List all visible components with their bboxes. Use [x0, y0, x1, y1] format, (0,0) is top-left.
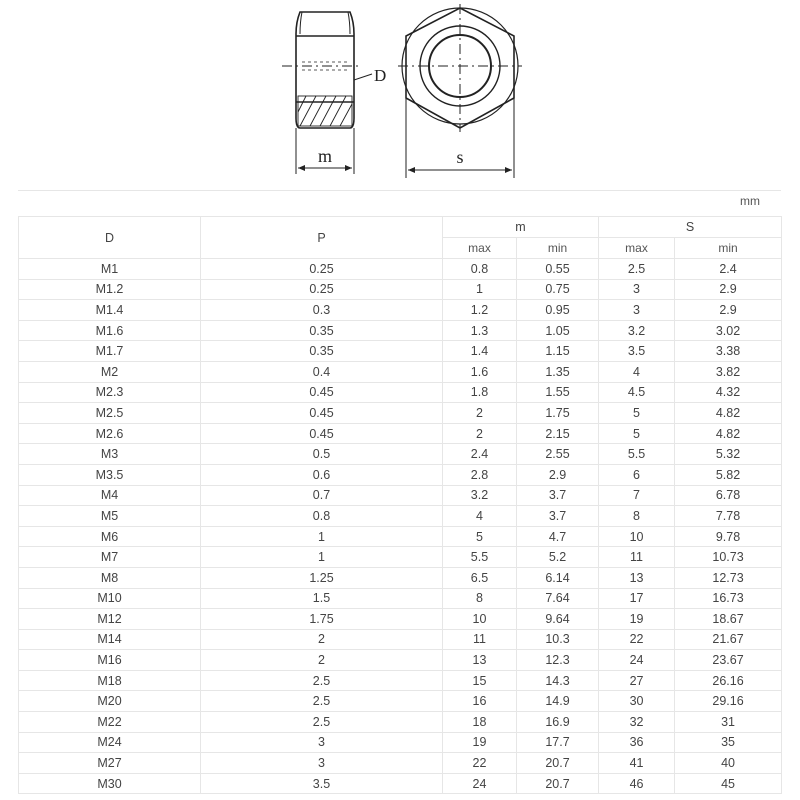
- cell-d: M3.5: [19, 464, 201, 485]
- cell-p: 0.25: [201, 279, 443, 300]
- cell-m-max: 13: [443, 650, 517, 671]
- table-row: [19, 650, 782, 671]
- cell-p: 0.45: [201, 423, 443, 444]
- cell-s-min: 18.67: [675, 609, 782, 630]
- cell-d: M16: [19, 650, 201, 671]
- cell-s-min: 9.78: [675, 526, 782, 547]
- cell-p: 0.7: [201, 485, 443, 506]
- cell-s-min: 35: [675, 732, 782, 753]
- cell-p: 2: [201, 650, 443, 671]
- cell-d: M1.6: [19, 320, 201, 341]
- cell-m-max: 0.8: [443, 259, 517, 280]
- header-s: S: [599, 217, 782, 238]
- cell-s-min: 5.82: [675, 464, 782, 485]
- cell-s-max: 3: [599, 279, 675, 300]
- cell-p: 0.5: [201, 444, 443, 465]
- cell-m-max: 1.6: [443, 361, 517, 382]
- cell-d: M22: [19, 712, 201, 733]
- cell-s-min: 10.73: [675, 547, 782, 568]
- cell-m-max: 6.5: [443, 567, 517, 588]
- cell-s-max: 22: [599, 629, 675, 650]
- cell-m-min: 14.3: [517, 670, 599, 691]
- cell-s-max: 19: [599, 609, 675, 630]
- cell-p: 1.5: [201, 588, 443, 609]
- cell-s-max: 10: [599, 526, 675, 547]
- cell-s-max: 24: [599, 650, 675, 671]
- cell-d: M2.3: [19, 382, 201, 403]
- cell-m-min: 20.7: [517, 753, 599, 774]
- table-row: [19, 567, 782, 588]
- cell-m-min: 1.55: [517, 382, 599, 403]
- cell-m-max: 5: [443, 526, 517, 547]
- cell-s-max: 11: [599, 547, 675, 568]
- cell-d: M27: [19, 753, 201, 774]
- header-m: m: [443, 217, 599, 238]
- cell-p: 0.8: [201, 506, 443, 527]
- cell-s-max: 4: [599, 361, 675, 382]
- cell-s-max: 7: [599, 485, 675, 506]
- cell-p: 1: [201, 526, 443, 547]
- table-row: [19, 526, 782, 547]
- cell-p: 0.4: [201, 361, 443, 382]
- header-p: P: [201, 217, 443, 259]
- cell-s-min: 31: [675, 712, 782, 733]
- cell-m-min: 9.64: [517, 609, 599, 630]
- table-row: [19, 423, 782, 444]
- cell-m-min: 2.9: [517, 464, 599, 485]
- cell-m-min: 2.55: [517, 444, 599, 465]
- cell-s-max: 36: [599, 732, 675, 753]
- cell-s-min: 45: [675, 773, 782, 794]
- cell-m-max: 10: [443, 609, 517, 630]
- table-row: [19, 506, 782, 527]
- cell-m-min: 14.9: [517, 691, 599, 712]
- cell-p: 1.25: [201, 567, 443, 588]
- cell-p: 2.5: [201, 691, 443, 712]
- cell-m-max: 8: [443, 588, 517, 609]
- cell-m-max: 22: [443, 753, 517, 774]
- cell-m-max: 2.8: [443, 464, 517, 485]
- cell-s-min: 6.78: [675, 485, 782, 506]
- table-row: [19, 670, 782, 691]
- cell-p: 3: [201, 732, 443, 753]
- cell-s-min: 12.73: [675, 567, 782, 588]
- cell-p: 3: [201, 753, 443, 774]
- cell-s-min: 7.78: [675, 506, 782, 527]
- cell-s-max: 17: [599, 588, 675, 609]
- cell-m-min: 3.7: [517, 506, 599, 527]
- table-row: [19, 259, 782, 280]
- cell-s-min: 5.32: [675, 444, 782, 465]
- cell-p: 1: [201, 547, 443, 568]
- cell-m-max: 24: [443, 773, 517, 794]
- label-d: D: [374, 66, 387, 85]
- cell-m-min: 20.7: [517, 773, 599, 794]
- cell-d: M3: [19, 444, 201, 465]
- cell-m-min: 1.75: [517, 403, 599, 424]
- table-row: [19, 691, 782, 712]
- cell-m-max: 3.2: [443, 485, 517, 506]
- cell-m-min: 17.7: [517, 732, 599, 753]
- cell-m-min: 5.2: [517, 547, 599, 568]
- cell-d: M1: [19, 259, 201, 280]
- header-d: D: [19, 217, 201, 259]
- cell-d: M6: [19, 526, 201, 547]
- cell-s-max: 5.5: [599, 444, 675, 465]
- cell-s-max: 3.2: [599, 320, 675, 341]
- cell-s-max: 4.5: [599, 382, 675, 403]
- cell-p: 0.45: [201, 403, 443, 424]
- cell-d: M2.6: [19, 423, 201, 444]
- cell-s-max: 13: [599, 567, 675, 588]
- cell-m-max: 2.4: [443, 444, 517, 465]
- cell-s-min: 3.82: [675, 361, 782, 382]
- cell-d: M2: [19, 361, 201, 382]
- cell-m-min: 12.3: [517, 650, 599, 671]
- hex-nut-drawing: [0, 0, 800, 190]
- cell-s-min: 3.02: [675, 320, 782, 341]
- cell-d: M24: [19, 732, 201, 753]
- cell-s-max: 32: [599, 712, 675, 733]
- cell-s-min: 2.9: [675, 279, 782, 300]
- cell-s-min: 16.73: [675, 588, 782, 609]
- cell-m-min: 7.64: [517, 588, 599, 609]
- cell-p: 0.3: [201, 300, 443, 321]
- cell-d: M7: [19, 547, 201, 568]
- table-row: [19, 403, 782, 424]
- header-m-max: max: [443, 238, 517, 259]
- cell-p: 1.75: [201, 609, 443, 630]
- cell-d: M1.7: [19, 341, 201, 362]
- table-row: [19, 773, 782, 794]
- cell-m-min: 1.35: [517, 361, 599, 382]
- cell-d: M10: [19, 588, 201, 609]
- cell-p: 0.25: [201, 259, 443, 280]
- cell-p: 0.35: [201, 320, 443, 341]
- cell-p: 0.45: [201, 382, 443, 403]
- table-row: [19, 382, 782, 403]
- table-row: [19, 588, 782, 609]
- cell-p: 0.35: [201, 341, 443, 362]
- table-row: [19, 609, 782, 630]
- table-row: [19, 300, 782, 321]
- cell-m-max: 2: [443, 423, 517, 444]
- unit-label: mm: [740, 194, 760, 208]
- table-row: [19, 444, 782, 465]
- table-row: [19, 361, 782, 382]
- cell-s-min: 21.67: [675, 629, 782, 650]
- cell-d: M14: [19, 629, 201, 650]
- cell-m-min: 2.15: [517, 423, 599, 444]
- table-row: [19, 753, 782, 774]
- cell-s-min: 40: [675, 753, 782, 774]
- cell-m-max: 4: [443, 506, 517, 527]
- cell-m-max: 1.4: [443, 341, 517, 362]
- cell-m-min: 3.7: [517, 485, 599, 506]
- cell-d: M1.4: [19, 300, 201, 321]
- cell-d: M18: [19, 670, 201, 691]
- cell-m-min: 0.75: [517, 279, 599, 300]
- cell-s-max: 30: [599, 691, 675, 712]
- cell-s-min: 4.32: [675, 382, 782, 403]
- header-m-min: min: [517, 238, 599, 259]
- cell-s-max: 5: [599, 423, 675, 444]
- table-row: [19, 485, 782, 506]
- cell-s-max: 3: [599, 300, 675, 321]
- cell-m-min: 0.55: [517, 259, 599, 280]
- cell-m-min: 6.14: [517, 567, 599, 588]
- cell-d: M4: [19, 485, 201, 506]
- cell-s-min: 4.82: [675, 403, 782, 424]
- table-row: [19, 279, 782, 300]
- cell-m-max: 1.2: [443, 300, 517, 321]
- cell-s-max: 2.5: [599, 259, 675, 280]
- table-row: [19, 712, 782, 733]
- cell-p: 2: [201, 629, 443, 650]
- cell-s-max: 41: [599, 753, 675, 774]
- label-m: m: [317, 146, 333, 166]
- cell-d: M30: [19, 773, 201, 794]
- cell-s-max: 8: [599, 506, 675, 527]
- cell-m-min: 4.7: [517, 526, 599, 547]
- table-row: [19, 547, 782, 568]
- cell-s-min: 2.4: [675, 259, 782, 280]
- cell-s-max: 3.5: [599, 341, 675, 362]
- cell-m-min: 1.15: [517, 341, 599, 362]
- cell-m-max: 1: [443, 279, 517, 300]
- cell-s-min: 4.82: [675, 423, 782, 444]
- cell-s-min: 3.38: [675, 341, 782, 362]
- cell-s-max: 46: [599, 773, 675, 794]
- cell-d: M12: [19, 609, 201, 630]
- cell-m-max: 19: [443, 732, 517, 753]
- cell-m-min: 0.95: [517, 300, 599, 321]
- table-row: [19, 732, 782, 753]
- cell-d: M5: [19, 506, 201, 527]
- cell-s-min: 2.9: [675, 300, 782, 321]
- cell-p: 2.5: [201, 712, 443, 733]
- cell-d: M1.2: [19, 279, 201, 300]
- header-s-max: max: [599, 238, 675, 259]
- cell-m-max: 5.5: [443, 547, 517, 568]
- cell-p: 3.5: [201, 773, 443, 794]
- cell-d: M20: [19, 691, 201, 712]
- cell-m-max: 18: [443, 712, 517, 733]
- cell-m-max: 11: [443, 629, 517, 650]
- cell-s-max: 27: [599, 670, 675, 691]
- table-row: [19, 464, 782, 485]
- cell-d: M2.5: [19, 403, 201, 424]
- table-row: [19, 341, 782, 362]
- cell-m-max: 1.8: [443, 382, 517, 403]
- cell-s-min: 26.16: [675, 670, 782, 691]
- cell-m-min: 10.3: [517, 629, 599, 650]
- cell-m-max: 1.3: [443, 320, 517, 341]
- cell-m-min: 1.05: [517, 320, 599, 341]
- cell-m-max: 15: [443, 670, 517, 691]
- table-row: [19, 629, 782, 650]
- nut-dimension-table: [18, 216, 782, 794]
- cell-m-max: 2: [443, 403, 517, 424]
- cell-s-min: 23.67: [675, 650, 782, 671]
- cell-p: 0.6: [201, 464, 443, 485]
- cell-m-max: 16: [443, 691, 517, 712]
- cell-s-max: 5: [599, 403, 675, 424]
- cell-m-min: 16.9: [517, 712, 599, 733]
- cell-p: 2.5: [201, 670, 443, 691]
- cell-d: M8: [19, 567, 201, 588]
- cell-s-min: 29.16: [675, 691, 782, 712]
- header-s-min: min: [675, 238, 782, 259]
- cell-s-max: 6: [599, 464, 675, 485]
- table-row: [19, 320, 782, 341]
- label-s: s: [456, 147, 464, 167]
- table-frame-top: [18, 190, 781, 191]
